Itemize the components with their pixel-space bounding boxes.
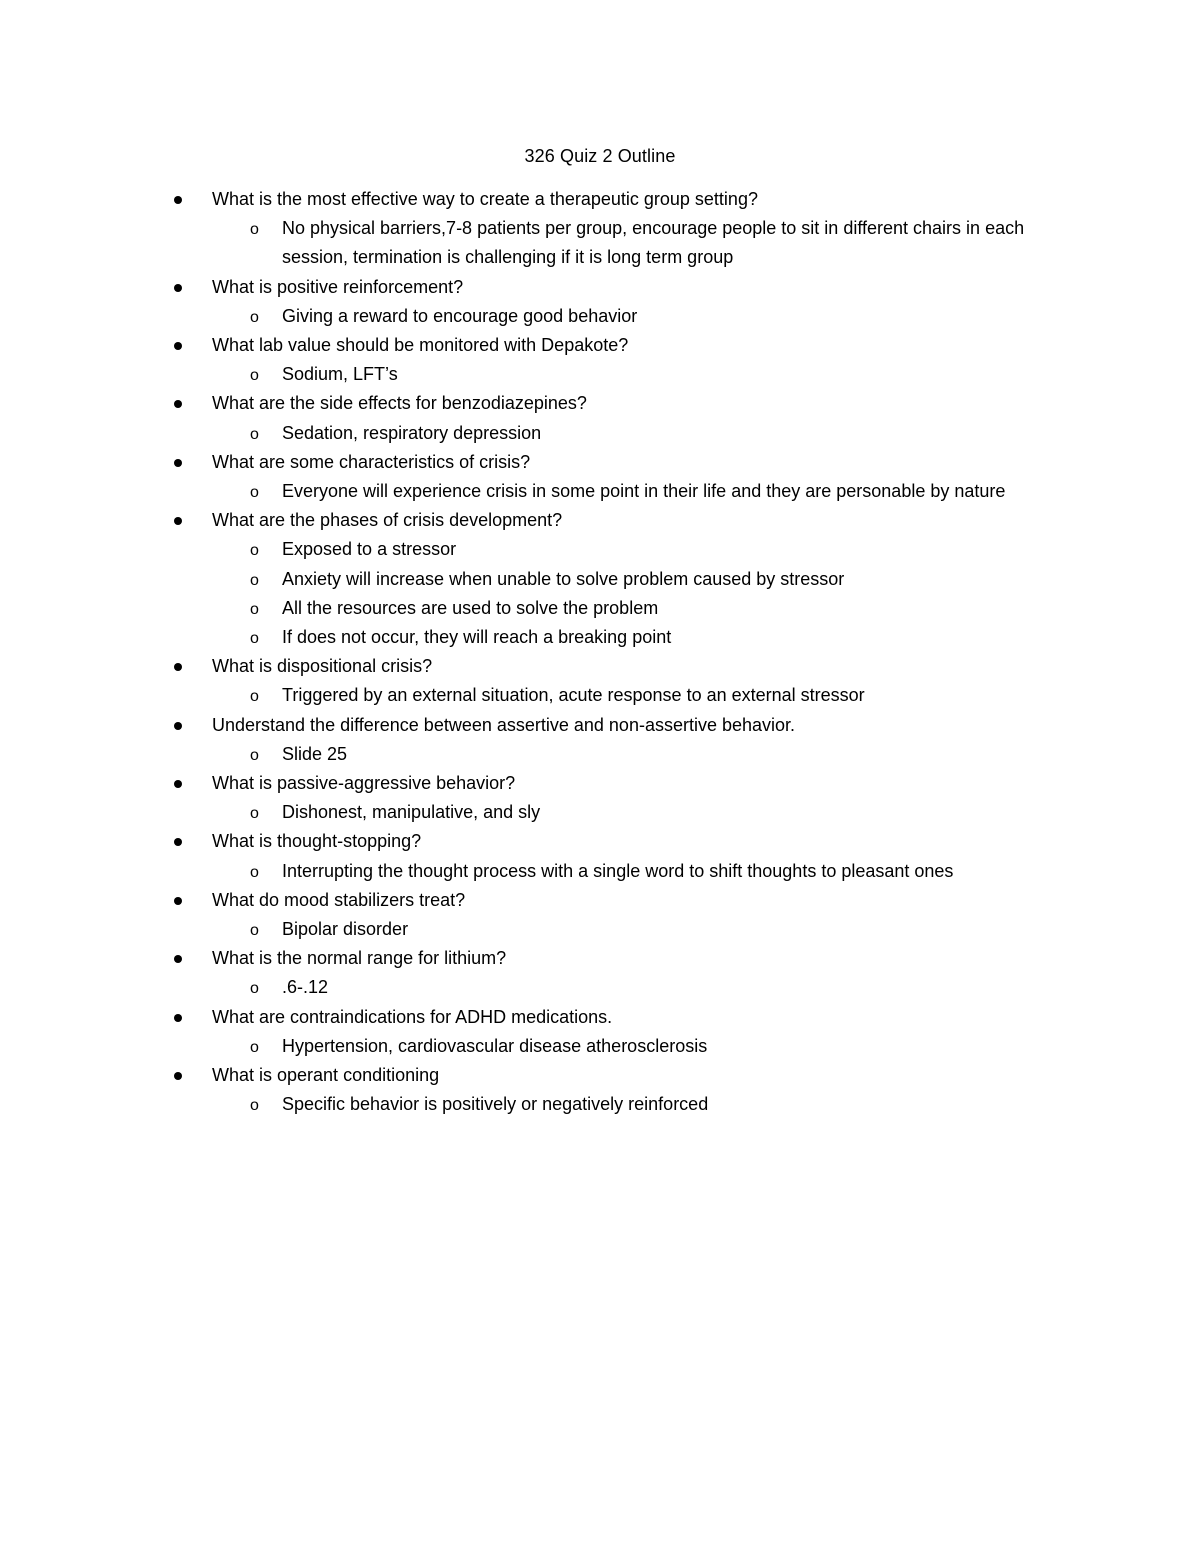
answer-list — [212, 1032, 1080, 1061]
answer-list — [212, 535, 1080, 652]
sub-bullet-icon: o — [250, 542, 259, 560]
sub-bullet-icon: o — [250, 1097, 259, 1115]
outline-question-item — [0, 827, 1200, 885]
sub-bullet-icon: o — [250, 746, 259, 764]
answer-item — [212, 214, 1080, 272]
outline-question-item — [0, 652, 1200, 710]
answer-text: Giving a reward to encourage good behavior — [282, 305, 638, 326]
sub-bullet-icon: o — [250, 863, 259, 881]
bullet-icon — [174, 1072, 182, 1080]
sub-bullet-icon: o — [250, 571, 259, 589]
answer-list — [212, 857, 1080, 886]
question-text: What is dispositional crisis? — [212, 656, 433, 677]
bullet-icon — [174, 459, 182, 467]
answer-text: Everyone will experience crisis in some point in their life and they are personable by nature — [282, 481, 1006, 502]
outline-question-item — [0, 711, 1200, 769]
question-text: What is the most effective way to create a therapeutic group setting? — [212, 189, 758, 209]
sub-bullet-icon: o — [250, 630, 259, 648]
question-text: What are some characteristics of crisis? — [212, 451, 531, 472]
answer-list — [212, 477, 1080, 506]
question-text: What is passive-aggressive behavior? — [212, 773, 516, 794]
answer-list — [212, 1090, 1080, 1119]
answer-text: Sedation, respiratory depression — [282, 422, 542, 443]
outline-list — [0, 185, 1200, 1120]
answer-item — [212, 623, 1080, 652]
answer-list — [212, 214, 1080, 272]
answer-item — [212, 857, 1080, 886]
question-text: What is thought-stopping? — [212, 831, 422, 852]
answer-list — [212, 740, 1080, 769]
outline-question-item — [0, 185, 1200, 273]
outline-question-item — [0, 448, 1200, 506]
answer-item — [212, 594, 1080, 623]
page-title: 326 Quiz 2 Outline — [524, 146, 676, 166]
answer-text: Bipolar disorder — [282, 919, 409, 940]
question-text: What is the normal range for lithium? — [212, 948, 507, 969]
answer-item — [212, 681, 1080, 710]
answer-text: Slide 25 — [282, 743, 348, 764]
sub-bullet-icon: o — [250, 922, 259, 940]
bullet-icon — [174, 897, 182, 905]
answer-item — [212, 565, 1080, 594]
answer-text: Hypertension, cardiovascular disease atherosclerosis — [282, 1035, 708, 1056]
answer-text: Triggered by an external situation, acute response to an external stressor — [282, 685, 865, 706]
answer-item — [212, 360, 1080, 389]
answer-item — [212, 535, 1080, 564]
outline-question-item — [0, 769, 1200, 827]
bullet-icon — [174, 722, 182, 730]
answer-item — [212, 798, 1080, 827]
bullet-icon — [174, 1014, 182, 1022]
question-text: What are contraindications for ADHD medications. — [212, 1006, 613, 1027]
outline-question-item — [0, 273, 1200, 331]
answer-item — [212, 740, 1080, 769]
answer-item — [212, 302, 1080, 331]
bullet-icon — [174, 400, 182, 408]
answer-item — [212, 1090, 1080, 1119]
outline-question-item — [0, 331, 1200, 389]
answer-text: Exposed to a stressor — [282, 539, 457, 560]
sub-bullet-icon: o — [250, 308, 259, 326]
outline-question-item — [0, 944, 1200, 1002]
question-text: What are the phases of crisis development? — [212, 510, 563, 531]
bullet-icon — [174, 196, 182, 204]
outline-question-item — [0, 389, 1200, 447]
sub-bullet-icon: o — [250, 484, 259, 502]
answer-text: Specific behavior is positively or negatively reinforced — [282, 1094, 709, 1115]
outline-question-item — [0, 1061, 1200, 1119]
question-text: What is positive reinforcement? — [212, 276, 464, 297]
bullet-icon — [174, 517, 182, 525]
question-text: What lab value should be monitored with Depakote? — [212, 335, 629, 356]
outline-question-item — [0, 886, 1200, 944]
answer-list — [212, 302, 1080, 331]
answer-item — [212, 973, 1080, 1002]
answer-list — [212, 419, 1080, 448]
outline-question-item — [0, 506, 1200, 652]
answer-text: If does not occur, they will reach a breaking point — [282, 627, 672, 648]
answer-list — [212, 681, 1080, 710]
question-text: What are the side effects for benzodiazepines? — [212, 393, 587, 414]
sub-bullet-icon: o — [250, 600, 259, 618]
sub-bullet-icon: o — [250, 980, 259, 998]
answer-text: All the resources are used to solve the problem — [282, 597, 659, 618]
answer-text: Sodium, LFT’s — [282, 364, 398, 385]
answer-text: No physical barriers,7-8 patients per group, encourage people to sit in different chairs in each session, termination is challenging if it is long term group — [282, 218, 1025, 268]
answer-list — [212, 360, 1080, 389]
answer-item — [212, 477, 1080, 506]
answer-item — [212, 419, 1080, 448]
sub-bullet-icon: o — [250, 1038, 259, 1056]
sub-bullet-icon: o — [250, 688, 259, 706]
sub-bullet-icon: o — [250, 221, 259, 239]
answer-text: Interrupting the thought process with a single word to shift thoughts to pleasant ones — [282, 860, 954, 881]
answer-item — [212, 1032, 1080, 1061]
bullet-icon — [174, 955, 182, 963]
answer-text: Anxiety will increase when unable to solve problem caused by stressor — [282, 568, 845, 589]
outline-question-item — [0, 1003, 1200, 1061]
question-text: Understand the difference between assertive and non-assertive behavior. — [212, 714, 796, 735]
answer-item — [212, 915, 1080, 944]
question-text: What is operant conditioning — [212, 1065, 440, 1086]
bullet-icon — [174, 780, 182, 788]
answer-text: .6-.12 — [282, 977, 329, 998]
answer-list — [212, 915, 1080, 944]
bullet-icon — [174, 284, 182, 292]
bullet-icon — [174, 838, 182, 846]
bullet-icon — [174, 342, 182, 350]
sub-bullet-icon: o — [250, 805, 259, 823]
answer-text: Dishonest, manipulative, and sly — [282, 802, 541, 823]
answer-list — [212, 798, 1080, 827]
sub-bullet-icon: o — [250, 367, 259, 385]
answer-list — [212, 973, 1080, 1002]
question-text: What do mood stabilizers treat? — [212, 889, 466, 910]
sub-bullet-icon: o — [250, 425, 259, 443]
bullet-icon — [174, 663, 182, 671]
